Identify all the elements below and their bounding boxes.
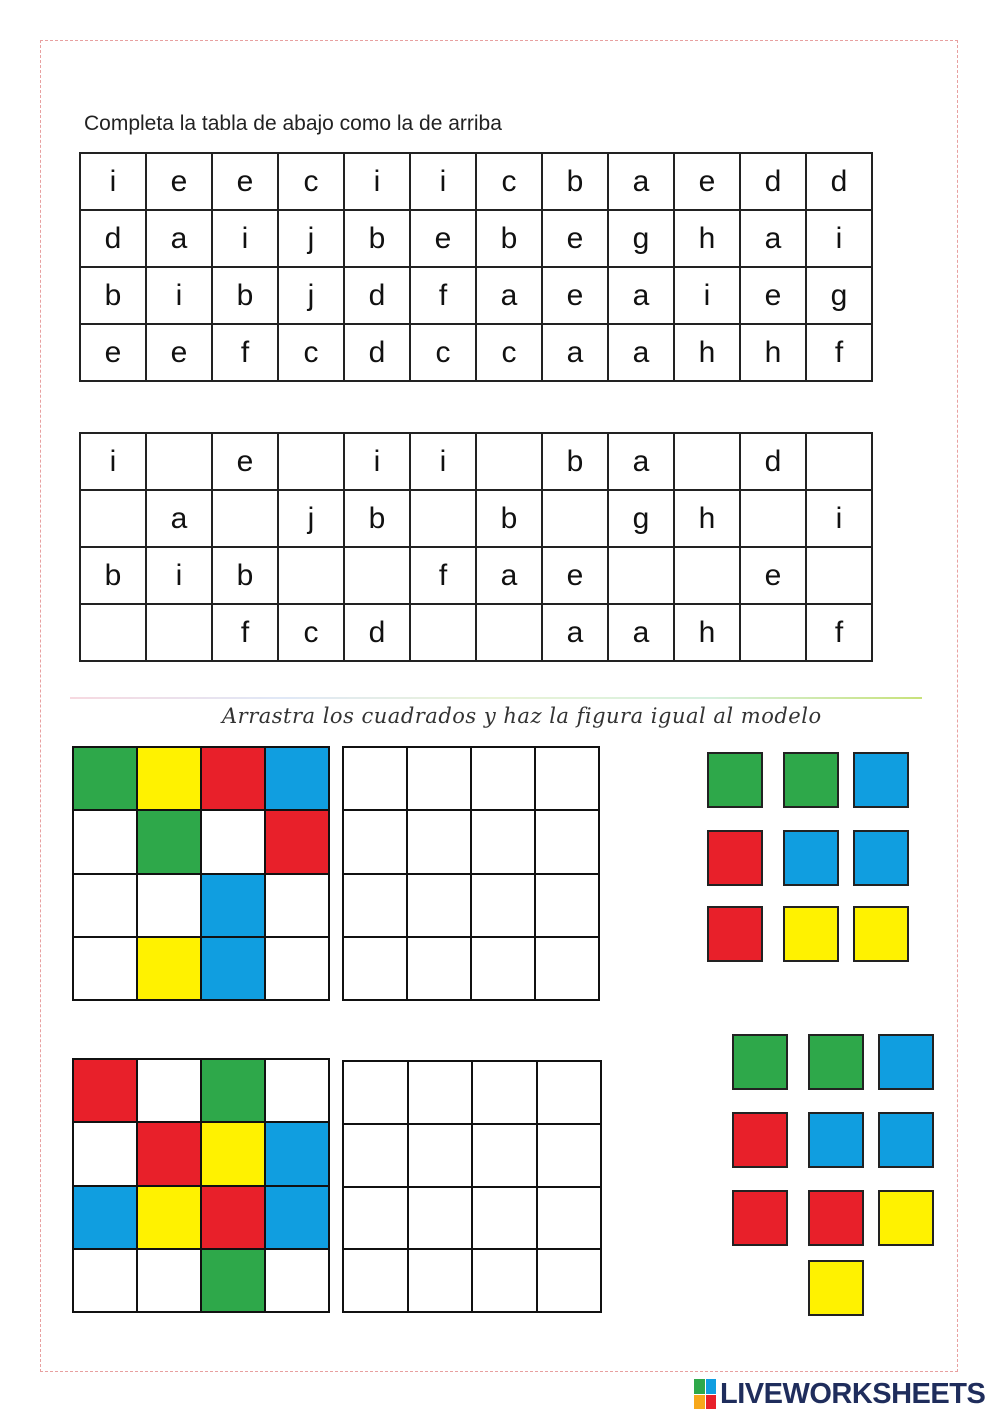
letter-cell: h xyxy=(740,324,806,381)
drop-cell[interactable] xyxy=(408,748,470,809)
letter-cell: g xyxy=(608,210,674,267)
drop-cell[interactable] xyxy=(344,1250,407,1311)
drop-cell[interactable] xyxy=(408,938,470,999)
section-divider xyxy=(70,697,922,699)
blank-letter-cell[interactable] xyxy=(278,433,344,490)
letter-cell: d xyxy=(344,604,410,661)
letter-cell: a xyxy=(608,324,674,381)
drop-cell[interactable] xyxy=(408,875,470,936)
letter-cell: e xyxy=(542,210,608,267)
letter-cell: a xyxy=(608,153,674,210)
draggable-tile-blue[interactable] xyxy=(808,1112,864,1168)
drop-cell[interactable] xyxy=(473,1125,536,1186)
letter-cell: j xyxy=(278,490,344,547)
table-row xyxy=(80,433,872,490)
draggable-tile-red[interactable] xyxy=(808,1190,864,1246)
blank-letter-cell[interactable] xyxy=(476,604,542,661)
drop-cell[interactable] xyxy=(472,875,534,936)
letter-cell: i xyxy=(410,153,476,210)
letter-cell: b xyxy=(476,490,542,547)
draggable-tile-red[interactable] xyxy=(707,830,763,886)
letter-cell: e xyxy=(542,547,608,604)
letter-cell: b xyxy=(80,267,146,324)
logo-text: LIVEWORKSHEETS xyxy=(720,1377,986,1410)
drop-cell[interactable] xyxy=(409,1062,472,1123)
letter-cell: e xyxy=(212,153,278,210)
model-cell-green xyxy=(74,748,136,809)
letter-cell: d xyxy=(806,153,872,210)
draggable-tile-red[interactable] xyxy=(732,1190,788,1246)
model-cell-white xyxy=(138,1250,200,1311)
table-row xyxy=(80,547,872,604)
answer-letter-table xyxy=(79,432,873,662)
blank-letter-cell[interactable] xyxy=(674,547,740,604)
blank-letter-cell[interactable] xyxy=(146,433,212,490)
table-row xyxy=(80,267,872,324)
letter-cell: e xyxy=(212,433,278,490)
drop-cell[interactable] xyxy=(538,1250,601,1311)
table-row xyxy=(80,490,872,547)
letter-cell: b xyxy=(542,153,608,210)
letter-cell: g xyxy=(608,490,674,547)
blank-letter-cell[interactable] xyxy=(146,604,212,661)
model-cell-yellow xyxy=(138,748,200,809)
drop-cell[interactable] xyxy=(408,811,470,872)
blank-letter-cell[interactable] xyxy=(740,490,806,547)
letter-cell: h xyxy=(674,604,740,661)
instruction-complete-table: Completa la tabla de abajo como la de arriba xyxy=(84,112,502,135)
letter-cell: i xyxy=(806,490,872,547)
drop-cell[interactable] xyxy=(344,1188,407,1249)
letter-cell: c xyxy=(278,153,344,210)
model-cell-white xyxy=(202,811,264,872)
draggable-tile-yellow[interactable] xyxy=(853,906,909,962)
drop-cell[interactable] xyxy=(409,1250,472,1311)
draggable-tile-red[interactable] xyxy=(732,1112,788,1168)
drop-cell[interactable] xyxy=(344,811,406,872)
model-cell-green xyxy=(202,1060,264,1121)
letter-cell: i xyxy=(674,267,740,324)
letter-cell: e xyxy=(146,153,212,210)
letter-cell: g xyxy=(806,267,872,324)
letter-cell: b xyxy=(212,267,278,324)
model-cell-white xyxy=(74,938,136,999)
model-cell-white xyxy=(266,1060,328,1121)
blank-letter-cell[interactable] xyxy=(806,547,872,604)
letter-cell: a xyxy=(740,210,806,267)
drop-cell[interactable] xyxy=(409,1125,472,1186)
model-cell-white xyxy=(138,1060,200,1121)
blank-letter-cell[interactable] xyxy=(410,604,476,661)
letter-cell: i xyxy=(146,547,212,604)
letter-cell: c xyxy=(476,324,542,381)
letter-cell: h xyxy=(674,210,740,267)
model-cell-blue xyxy=(266,1123,328,1184)
draggable-tile-yellow[interactable] xyxy=(878,1190,934,1246)
letter-cell: a xyxy=(542,604,608,661)
letter-cell: e xyxy=(740,267,806,324)
model-cell-white xyxy=(74,875,136,936)
drop-cell[interactable] xyxy=(409,1188,472,1249)
letter-cell: c xyxy=(410,324,476,381)
model-cell-red xyxy=(202,748,264,809)
draggable-tile-red[interactable] xyxy=(707,906,763,962)
letter-cell: b xyxy=(344,210,410,267)
model-cell-green xyxy=(138,811,200,872)
letter-cell: b xyxy=(476,210,542,267)
drop-cell[interactable] xyxy=(538,1125,601,1186)
letter-cell: i xyxy=(344,433,410,490)
model-figure-1 xyxy=(72,746,330,1001)
letter-cell: i xyxy=(410,433,476,490)
drop-cell[interactable] xyxy=(473,1188,536,1249)
draggable-tile-green[interactable] xyxy=(732,1034,788,1090)
drop-cell[interactable] xyxy=(472,748,534,809)
draggable-tile-blue[interactable] xyxy=(853,830,909,886)
drop-cell[interactable] xyxy=(344,1062,407,1123)
model-cell-blue xyxy=(202,875,264,936)
letter-cell: i xyxy=(212,210,278,267)
blank-letter-cell[interactable] xyxy=(80,490,146,547)
letter-cell: d xyxy=(80,210,146,267)
letter-cell: e xyxy=(146,324,212,381)
letter-cell: e xyxy=(740,547,806,604)
letter-cell: d xyxy=(344,324,410,381)
letter-cell: j xyxy=(278,210,344,267)
letter-cell: i xyxy=(806,210,872,267)
drop-cell[interactable] xyxy=(536,875,598,936)
draggable-tile-green[interactable] xyxy=(808,1034,864,1090)
table-row xyxy=(80,604,872,661)
model-cell-white xyxy=(74,1250,136,1311)
blank-letter-cell[interactable] xyxy=(476,433,542,490)
blank-letter-cell[interactable] xyxy=(542,490,608,547)
letter-cell: b xyxy=(344,490,410,547)
draggable-tile-green[interactable] xyxy=(707,752,763,808)
blank-letter-cell[interactable] xyxy=(410,490,476,547)
drop-cell[interactable] xyxy=(538,1062,601,1123)
drop-cell[interactable] xyxy=(538,1188,601,1249)
letter-cell: f xyxy=(806,324,872,381)
letter-cell: e xyxy=(542,267,608,324)
letter-cell: d xyxy=(344,267,410,324)
letter-cell: h xyxy=(674,324,740,381)
table-row xyxy=(80,210,872,267)
letter-cell: e xyxy=(410,210,476,267)
drop-cell[interactable] xyxy=(344,748,406,809)
draggable-tile-yellow[interactable] xyxy=(783,906,839,962)
drop-cell[interactable] xyxy=(536,748,598,809)
drop-cell[interactable] xyxy=(536,938,598,999)
letter-cell: c xyxy=(278,604,344,661)
letter-cell: f xyxy=(410,547,476,604)
model-cell-red xyxy=(202,1187,264,1248)
model-cell-red xyxy=(74,1060,136,1121)
target-grid-2[interactable] xyxy=(342,1060,602,1313)
drop-cell[interactable] xyxy=(344,875,406,936)
logo-badge-icon xyxy=(694,1379,716,1409)
blank-letter-cell[interactable] xyxy=(806,433,872,490)
model-cell-blue xyxy=(74,1187,136,1248)
model-cell-green xyxy=(202,1250,264,1311)
letter-cell: b xyxy=(80,547,146,604)
blank-letter-cell[interactable] xyxy=(344,547,410,604)
letter-cell: c xyxy=(476,153,542,210)
model-cell-blue xyxy=(266,748,328,809)
letter-cell: i xyxy=(146,267,212,324)
drop-cell[interactable] xyxy=(536,811,598,872)
drop-cell[interactable] xyxy=(472,938,534,999)
drop-cell[interactable] xyxy=(473,1062,536,1123)
blank-letter-cell[interactable] xyxy=(278,547,344,604)
draggable-tile-green[interactable] xyxy=(783,752,839,808)
model-cell-yellow xyxy=(202,1123,264,1184)
model-cell-yellow xyxy=(138,938,200,999)
instruction-drag-squares: Arrastra los cuadrados y haz la figura igual al modelo xyxy=(222,704,822,728)
letter-cell: i xyxy=(80,433,146,490)
letter-cell: f xyxy=(212,324,278,381)
draggable-tile-blue[interactable] xyxy=(853,752,909,808)
model-cell-blue xyxy=(266,1187,328,1248)
blank-letter-cell[interactable] xyxy=(80,604,146,661)
letter-cell: h xyxy=(674,490,740,547)
model-cell-red xyxy=(138,1123,200,1184)
blank-letter-cell[interactable] xyxy=(212,490,278,547)
letter-cell: a xyxy=(146,490,212,547)
blank-letter-cell[interactable] xyxy=(608,547,674,604)
letter-cell: a xyxy=(476,267,542,324)
model-cell-white xyxy=(266,938,328,999)
letter-cell: a xyxy=(476,547,542,604)
letter-cell: c xyxy=(278,324,344,381)
blank-letter-cell[interactable] xyxy=(674,433,740,490)
model-figure-2 xyxy=(72,1058,330,1313)
letter-cell: d xyxy=(740,433,806,490)
liveworksheets-logo xyxy=(694,1378,985,1410)
letter-cell: b xyxy=(212,547,278,604)
model-cell-red xyxy=(266,811,328,872)
letter-cell: f xyxy=(410,267,476,324)
drop-cell[interactable] xyxy=(473,1250,536,1311)
letter-cell: f xyxy=(806,604,872,661)
letter-cell: a xyxy=(608,267,674,324)
model-cell-white xyxy=(266,875,328,936)
draggable-tile-blue[interactable] xyxy=(878,1112,934,1168)
letter-cell: d xyxy=(740,153,806,210)
model-cell-white xyxy=(266,1250,328,1311)
letter-cell: e xyxy=(80,324,146,381)
drop-cell[interactable] xyxy=(472,811,534,872)
drop-cell[interactable] xyxy=(344,1125,407,1186)
letter-cell: e xyxy=(674,153,740,210)
letter-cell: a xyxy=(608,433,674,490)
model-cell-white xyxy=(138,875,200,936)
model-cell-blue xyxy=(202,938,264,999)
letter-cell: i xyxy=(344,153,410,210)
draggable-tile-blue[interactable] xyxy=(878,1034,934,1090)
target-grid-1[interactable] xyxy=(342,746,600,1001)
table-row xyxy=(80,324,872,381)
draggable-tile-blue[interactable] xyxy=(783,830,839,886)
model-cell-white xyxy=(74,1123,136,1184)
draggable-tile-yellow[interactable] xyxy=(808,1260,864,1316)
letter-cell: j xyxy=(278,267,344,324)
letter-cell: a xyxy=(608,604,674,661)
letter-cell: a xyxy=(146,210,212,267)
blank-letter-cell[interactable] xyxy=(740,604,806,661)
letter-cell: b xyxy=(542,433,608,490)
model-cell-yellow xyxy=(138,1187,200,1248)
letter-cell: i xyxy=(80,153,146,210)
letter-cell: f xyxy=(212,604,278,661)
letter-cell: a xyxy=(542,324,608,381)
model-cell-white xyxy=(74,811,136,872)
table-row xyxy=(80,153,872,210)
drop-cell[interactable] xyxy=(344,938,406,999)
model-letter-table xyxy=(79,152,873,382)
